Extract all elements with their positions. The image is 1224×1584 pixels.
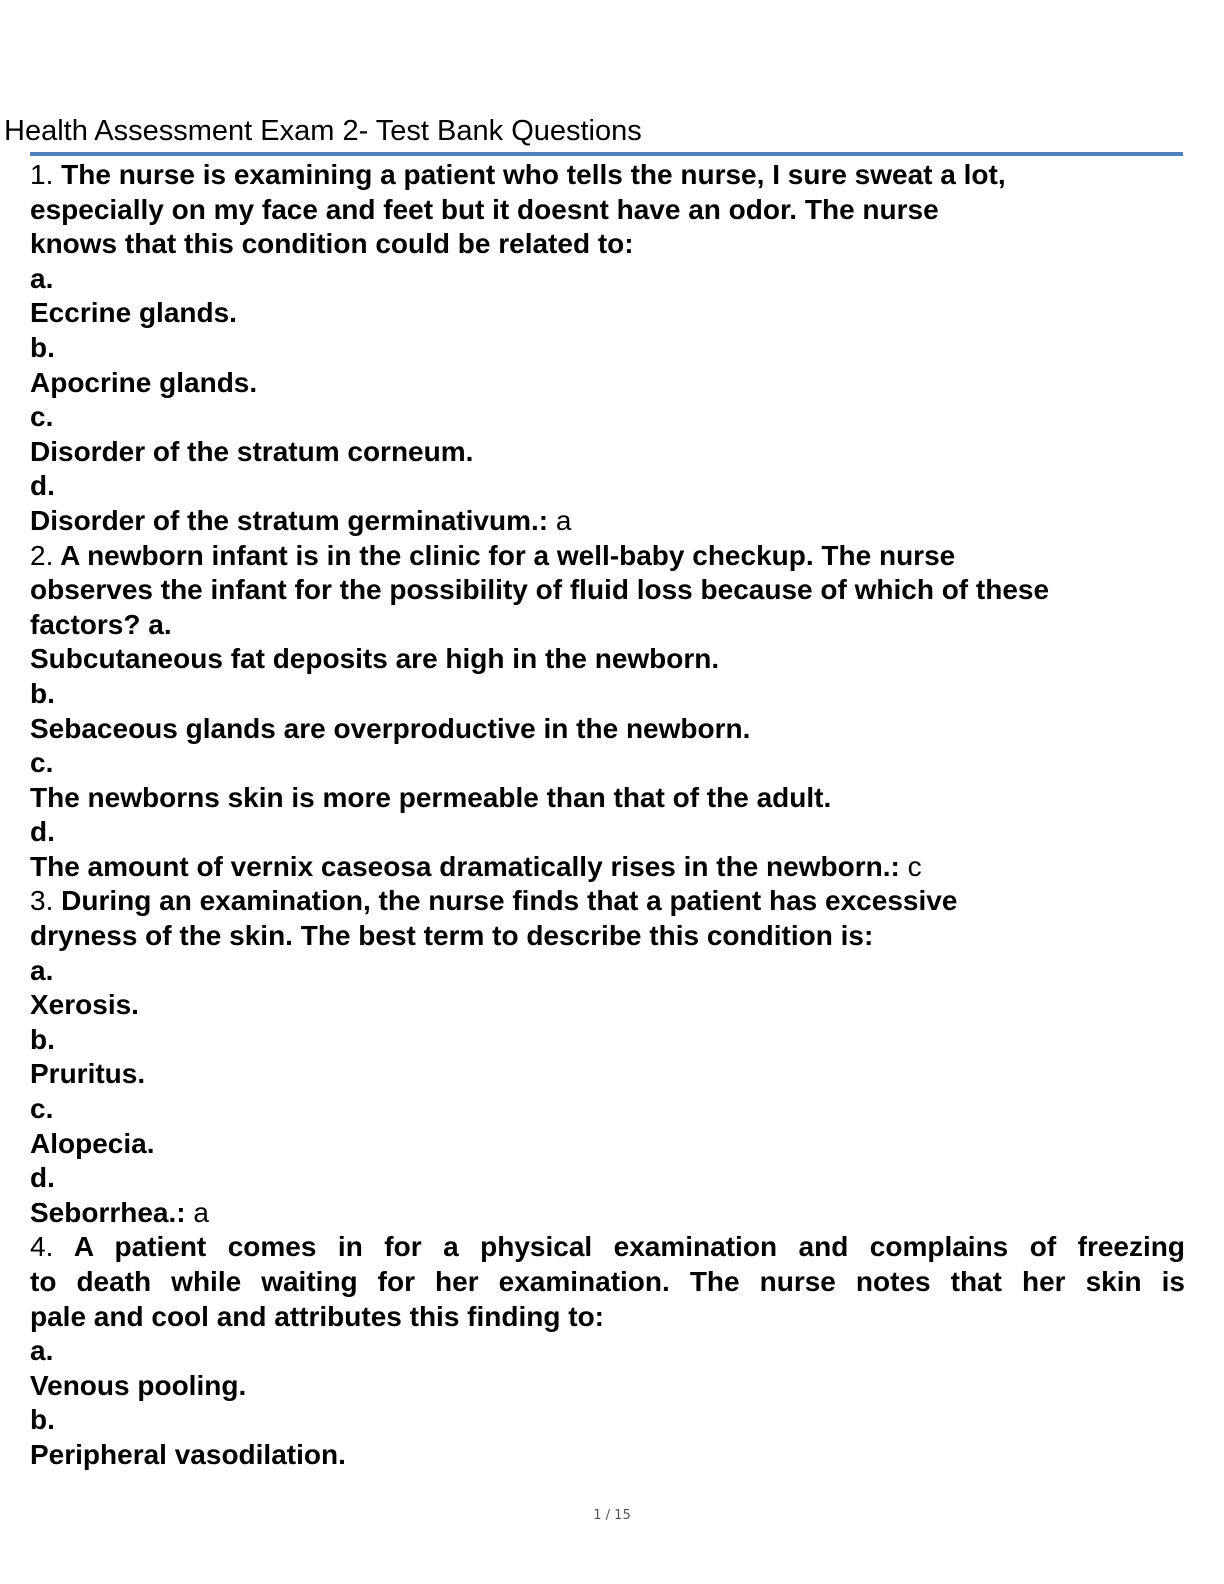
- option-text: Peripheral vasodilation.: [30, 1438, 346, 1470]
- answer-key: a: [193, 1196, 209, 1228]
- option-letter: d.: [30, 470, 55, 502]
- question-3: [30, 884, 1185, 1230]
- option-text: Subcutaneous fat deposits are high in the newborn.: [30, 643, 720, 675]
- question-stem: pale and cool and attributes this finding to:: [30, 1300, 604, 1332]
- answer-key: c: [907, 850, 922, 882]
- question-stem: dryness of the skin. The best term to describe this condition is:: [30, 920, 874, 952]
- question-stem: The nurse is examining a patient who tells the nurse, I sure sweat a lot,: [61, 159, 1006, 190]
- question-list: [30, 158, 1185, 1473]
- option-text: Disorder of the stratum corneum.: [30, 435, 474, 467]
- question-2: [30, 539, 1185, 885]
- title-underline: [30, 152, 1183, 156]
- question-stem: A patient comes in for a physical examination and complains of freezing: [73, 1231, 1185, 1263]
- option-letter: d.: [30, 816, 55, 848]
- option-letter: c.: [30, 747, 54, 779]
- option-text: Apocrine glands.: [30, 366, 258, 398]
- page-title: Health Assessment Exam 2- Test Bank Questions: [4, 115, 642, 147]
- question-stem: observes the infant for the possibility of fluid loss because of which of these: [30, 574, 1050, 606]
- answer-key: a: [555, 504, 572, 536]
- question-1: [30, 158, 1185, 539]
- question-stem: factors? a.: [30, 608, 172, 640]
- option-text: Pruritus.: [30, 1058, 146, 1090]
- question-stem: A newborn infant is in the clinic for a well-baby checkup. The nurse: [60, 539, 956, 571]
- option-text: Eccrine glands.: [30, 297, 237, 329]
- option-letter: c.: [30, 1093, 54, 1125]
- question-stem: knows that this condition could be related to:: [30, 228, 634, 260]
- option-text: Seborrhea.:: [30, 1196, 186, 1228]
- option-letter: b.: [30, 1404, 55, 1436]
- question-number: 3.: [30, 885, 54, 917]
- option-letter: b.: [30, 677, 55, 709]
- question-stem: especially on my face and feet but it doesnt have an odor. The nurse: [30, 193, 939, 225]
- question-number: 2.: [30, 539, 54, 571]
- option-letter: c.: [30, 401, 54, 433]
- option-text: Disorder of the stratum germinativum.:: [30, 504, 549, 536]
- option-text: Xerosis.: [30, 989, 139, 1021]
- page-indicator: 1 / 15: [593, 1508, 631, 1523]
- question-number: 4.: [30, 1231, 54, 1263]
- option-text: The newborns skin is more permeable than that of the adult.: [30, 781, 832, 813]
- option-letter: a.: [30, 1335, 54, 1367]
- option-letter: b.: [30, 1023, 55, 1055]
- option-letter: d.: [30, 1162, 55, 1194]
- option-text: Venous pooling.: [30, 1369, 247, 1401]
- question-stem: During an examination, the nurse finds that a patient has excessive: [61, 885, 958, 917]
- question-4: [30, 1230, 1185, 1472]
- option-letter: b.: [30, 331, 55, 363]
- question-stem: to death while waiting for her examination. The nurse notes that her skin is: [30, 1266, 1185, 1297]
- option-text: Sebaceous glands are overproductive in the newborn.: [30, 712, 751, 744]
- option-text: Alopecia.: [30, 1127, 155, 1159]
- option-letter: a.: [30, 954, 54, 986]
- option-letter: a.: [30, 262, 54, 294]
- question-number: 1.: [30, 159, 54, 190]
- option-text: The amount of vernix caseosa dramatically rises in the newborn.:: [30, 850, 900, 882]
